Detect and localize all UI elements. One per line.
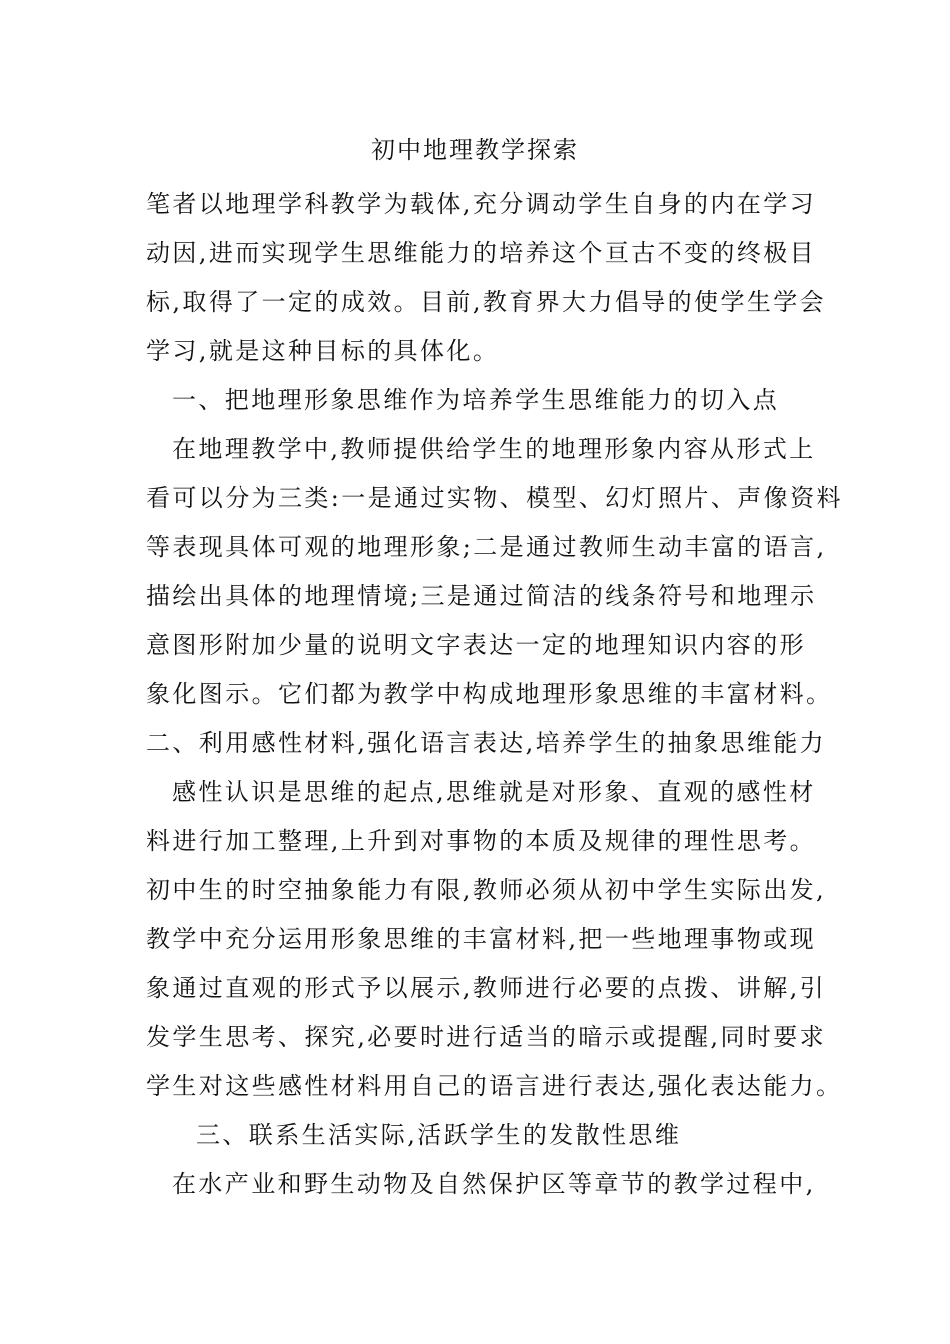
paragraph-line: 笔者以地理学科教学为载体,充分调动学生自身的内在学习: [146, 190, 817, 218]
paragraph-line: 看可以分为三类:一是通过实物、模型、幻灯照片、声像资料: [146, 484, 843, 512]
paragraph-line: 描绘出具体的地理情境;三是通过简洁的线条符号和地理示: [146, 582, 817, 610]
paragraph-line: 等表现具体可观的地理形象;二是通过教师生动丰富的语言,: [146, 533, 827, 561]
paragraph-line: 感性认识是思维的起点,思维就是对形象、直观的感性材: [172, 778, 816, 806]
paragraph-line: 意图形附加少量的说明文字表达一定的地理知识内容的形: [146, 631, 806, 659]
paragraph-line: 教学中充分运用形象思维的丰富材料,把一些地理事物或现: [146, 925, 817, 953]
paragraph-line: 标,取得了一定的成效。目前,教育界大力倡导的使学生学会: [146, 288, 827, 316]
section-heading-2: 二、利用感性材料,强化语言表达,培养学生的抽象思维能力: [146, 729, 827, 757]
paragraph-line: 在地理教学中,教师提供给学生的地理形象内容从形式上: [172, 435, 816, 463]
paragraph-line: 发学生思考、探究,必要时进行适当的暗示或提醒,同时要求: [146, 1023, 827, 1051]
paragraph-line: 动因,进而实现学生思维能力的培养这个亘古不变的终极目: [146, 239, 817, 267]
paragraph-line: 学习,就是这种目标的具体化。: [146, 337, 500, 365]
document-body: [146, 180, 843, 1209]
paragraph-line: 象通过直观的形式予以展示,教师进行必要的点拨、讲解,引: [146, 974, 827, 1002]
paragraph-line: 象化图示。它们都为教学中构成地理形象思维的丰富材料。: [146, 680, 833, 708]
paragraph-line: 料进行加工整理,上升到对事物的本质及规律的理性思考。: [146, 827, 817, 855]
document-title: 初中地理教学探索: [371, 136, 579, 164]
paragraph-line: 在水产业和野生动物及自然保护区等章节的教学过程中,: [172, 1170, 816, 1198]
paragraph-line: 初中生的时空抽象能力有限,教师必须从初中学生实际出发,: [146, 876, 827, 904]
section-heading-3: 三、联系生活实际,活跃学生的发散性思维: [196, 1121, 682, 1149]
section-heading-1: 一、把地理形象思维作为培养学生思维能力的切入点: [172, 386, 780, 414]
paragraph-line: 学生对这些感性材料用自己的语言进行表达,强化表达能力。: [146, 1072, 843, 1100]
